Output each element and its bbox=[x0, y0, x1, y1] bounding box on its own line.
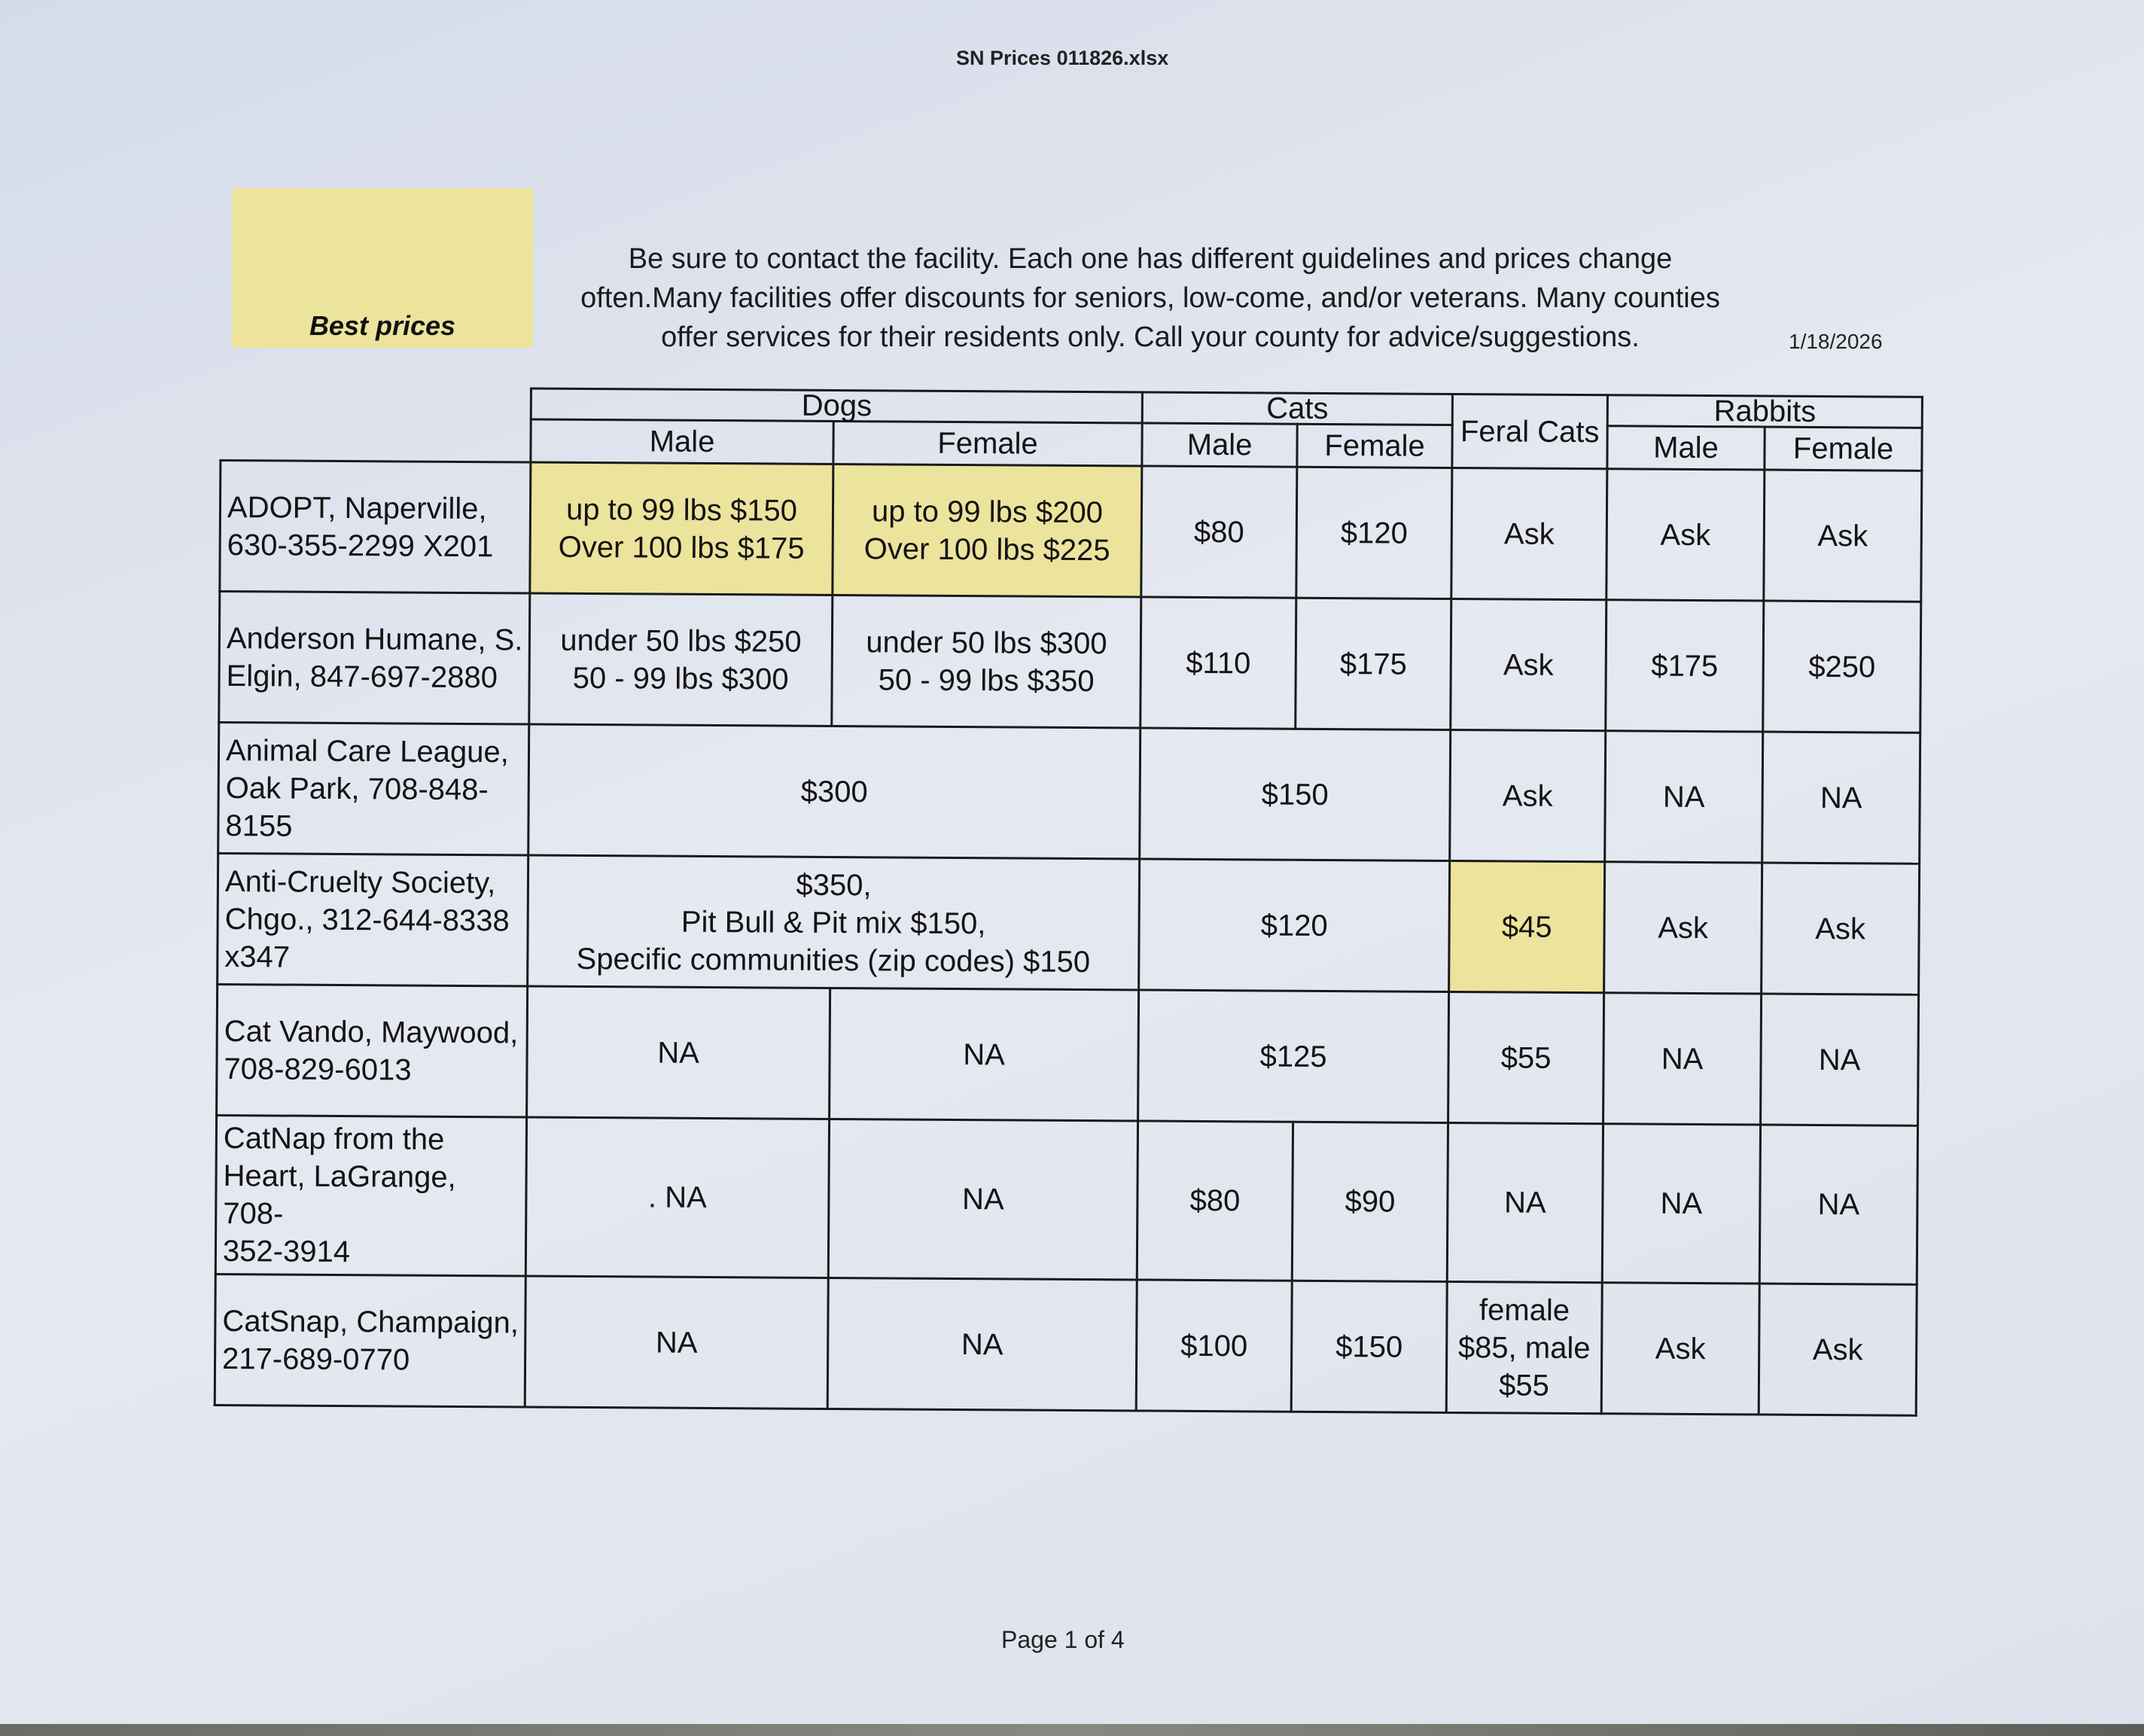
table-row bbox=[218, 853, 1920, 994]
rabbit-female-price: $250 bbox=[1763, 601, 1921, 732]
price-line: Over 100 lbs $225 bbox=[863, 531, 1110, 567]
cats-price: $125 bbox=[1138, 990, 1449, 1123]
cat-male-price: $100 bbox=[1136, 1280, 1292, 1412]
cats-price: $150 bbox=[1140, 728, 1451, 861]
dog-male-price bbox=[527, 986, 830, 1119]
facility-cell bbox=[218, 853, 528, 986]
facility-cell bbox=[219, 592, 530, 725]
price-line: . NA bbox=[647, 1180, 707, 1214]
rabbit-female-price: Ask bbox=[1759, 1284, 1917, 1415]
price-line: $55 bbox=[1500, 1040, 1552, 1075]
facility-cell bbox=[218, 723, 529, 856]
facility-line: 352-3914 bbox=[222, 1235, 351, 1269]
price-line: under 50 lbs $250 bbox=[560, 623, 802, 659]
cat-male-price: $80 bbox=[1137, 1121, 1293, 1281]
dogs-female-header: Female bbox=[833, 421, 1142, 466]
notice-line: offer services for their residents only. Call your county for advice/suggestions. bbox=[661, 321, 1640, 353]
dogs-male-header: Male bbox=[531, 419, 833, 464]
rabbit-female-price: Ask bbox=[1762, 863, 1920, 994]
feral-cat-price bbox=[1451, 598, 1606, 730]
rabbit-male-price: NA bbox=[1602, 1124, 1760, 1284]
feral-cat-price bbox=[1451, 468, 1607, 600]
table-row bbox=[220, 461, 1922, 602]
price-table bbox=[214, 385, 1923, 1417]
rabbit-male-price: NA bbox=[1603, 993, 1762, 1125]
dog-female-price bbox=[827, 1278, 1137, 1411]
price-line: Ask bbox=[1502, 778, 1553, 813]
dog-male-price bbox=[529, 593, 833, 726]
cats-female-header: Female bbox=[1297, 424, 1452, 468]
facility-line: Chgo., 312-644-8338 bbox=[224, 902, 510, 937]
feral-cat-price bbox=[1447, 1122, 1603, 1282]
price-line: NA bbox=[961, 1183, 1004, 1217]
cats-group-header: Cats bbox=[1142, 392, 1452, 425]
cats-price: $120 bbox=[1139, 859, 1450, 992]
desk-surface-strip bbox=[0, 1724, 2144, 1736]
cat-female-price: $175 bbox=[1296, 598, 1451, 729]
dog-female-price bbox=[832, 595, 1141, 728]
facility-line: Animal Care League, bbox=[225, 733, 509, 769]
price-line: under 50 lbs $300 bbox=[866, 625, 1107, 660]
document-date: 1/18/2026 bbox=[1789, 330, 1883, 353]
rabbit-female-price: Ask bbox=[1764, 470, 1922, 602]
dog-female-price bbox=[833, 464, 1142, 597]
table-row bbox=[215, 1115, 1917, 1284]
rabbits-male-header: Male bbox=[1607, 426, 1765, 470]
price-line: NA bbox=[657, 1036, 700, 1070]
best-prices-legend bbox=[232, 188, 533, 348]
price-line: $350, bbox=[796, 868, 872, 902]
price-line: $45 bbox=[1501, 909, 1552, 944]
price-line: 50 - 99 lbs $350 bbox=[878, 662, 1095, 698]
page-number: Page 1 of 4 bbox=[1001, 1626, 1125, 1653]
facility-line: Heart, LaGrange, 708- bbox=[223, 1159, 456, 1231]
table-row bbox=[219, 592, 1921, 733]
facility-cell bbox=[220, 461, 531, 594]
cat-male-price: $80 bbox=[1141, 466, 1297, 598]
table-row bbox=[217, 984, 1919, 1125]
cats-male-header: Male bbox=[1142, 423, 1297, 467]
price-line: Specific communities (zip codes) $150 bbox=[576, 942, 1091, 979]
price-line: female bbox=[1479, 1293, 1570, 1327]
rabbit-male-price: Ask bbox=[1601, 1283, 1759, 1415]
facility-line: Anderson Humane, S. bbox=[226, 621, 523, 656]
facility-line: Elgin, 847-697-2880 bbox=[226, 659, 498, 694]
rabbit-male-price: Ask bbox=[1606, 469, 1765, 601]
cat-female-price: $90 bbox=[1292, 1122, 1448, 1281]
facility-cell bbox=[215, 1274, 525, 1407]
cat-male-price: $110 bbox=[1141, 597, 1296, 729]
header-corner bbox=[221, 387, 531, 463]
dogs-group-header: Dogs bbox=[531, 388, 1142, 423]
price-line: $55 bbox=[1498, 1368, 1549, 1403]
file-name-header: SN Prices 011826.xlsx bbox=[956, 47, 1169, 69]
facility-line: ADOPT, Naperville, bbox=[227, 490, 487, 525]
feral-cat-price bbox=[1449, 860, 1605, 992]
rabbit-male-price: $175 bbox=[1606, 600, 1764, 732]
facility-line: 630-355-2299 X201 bbox=[227, 528, 494, 563]
price-line: NA bbox=[961, 1327, 1003, 1361]
header-group-row bbox=[221, 387, 1922, 428]
facility-line: x347 bbox=[224, 940, 291, 974]
notice-text bbox=[541, 239, 1760, 357]
facility-cell bbox=[215, 1115, 526, 1276]
legend-label: Best prices bbox=[309, 310, 456, 341]
price-line: up to 99 lbs $200 bbox=[871, 494, 1104, 529]
rabbit-female-price: NA bbox=[1762, 732, 1920, 863]
notice-line: often.Many facilities offer discounts for seniors, low-come, and/or veterans. Many counties bbox=[580, 282, 1720, 314]
rabbit-male-price: NA bbox=[1605, 731, 1763, 863]
rabbits-group-header: Rabbits bbox=[1607, 395, 1922, 428]
feral-cat-price bbox=[1450, 729, 1606, 861]
dog-male-price bbox=[525, 1276, 828, 1409]
facility-line: Oak Park, 708-848- bbox=[225, 771, 489, 806]
facility-line: 8155 bbox=[225, 809, 293, 843]
rabbit-female-price: NA bbox=[1761, 994, 1919, 1125]
rabbits-female-header: Female bbox=[1765, 427, 1922, 471]
facility-line: Anti-Cruelty Society, bbox=[224, 864, 496, 900]
dogs-price bbox=[528, 855, 1140, 990]
dogs-price bbox=[528, 724, 1141, 859]
price-line: Over 100 lbs $175 bbox=[558, 530, 805, 565]
dog-female-price bbox=[830, 988, 1139, 1121]
feral-cat-price bbox=[1448, 991, 1604, 1123]
facility-line: 708-829-6013 bbox=[224, 1052, 412, 1087]
facility-line: 217-689-0770 bbox=[221, 1342, 410, 1377]
price-line: $85, male bbox=[1457, 1330, 1591, 1365]
facility-line: CatSnap, Champaign, bbox=[222, 1304, 519, 1339]
facility-line: Cat Vando, Maywood, bbox=[224, 1014, 519, 1049]
feral-cats-header: Feral Cats bbox=[1452, 394, 1608, 469]
dog-male-price bbox=[530, 462, 833, 595]
table-row bbox=[218, 723, 1920, 864]
notice-line: Be sure to contact the facility. Each one has different guidelines and prices change bbox=[628, 243, 1673, 275]
rabbit-male-price: Ask bbox=[1604, 862, 1762, 994]
feral-cat-price bbox=[1446, 1281, 1602, 1413]
price-line: up to 99 lbs $150 bbox=[565, 492, 798, 528]
price-line: Pit Bull & Pit mix $150, bbox=[681, 905, 986, 940]
dog-male-price bbox=[525, 1117, 829, 1278]
price-line: NA bbox=[963, 1037, 1006, 1071]
cat-female-price: $120 bbox=[1296, 467, 1452, 598]
price-line: Ask bbox=[1503, 516, 1555, 551]
price-line: 50 - 99 lbs $300 bbox=[572, 661, 789, 696]
rabbit-female-price: NA bbox=[1759, 1125, 1917, 1284]
cat-female-price: $150 bbox=[1291, 1281, 1447, 1412]
price-line: NA bbox=[655, 1326, 698, 1360]
price-line: $300 bbox=[800, 775, 868, 809]
price-line: Ask bbox=[1503, 647, 1554, 682]
facility-cell bbox=[217, 984, 528, 1117]
dog-female-price bbox=[828, 1119, 1137, 1280]
price-line: NA bbox=[1503, 1186, 1546, 1220]
facility-line: CatNap from the bbox=[223, 1122, 445, 1156]
table-row bbox=[215, 1274, 1917, 1415]
